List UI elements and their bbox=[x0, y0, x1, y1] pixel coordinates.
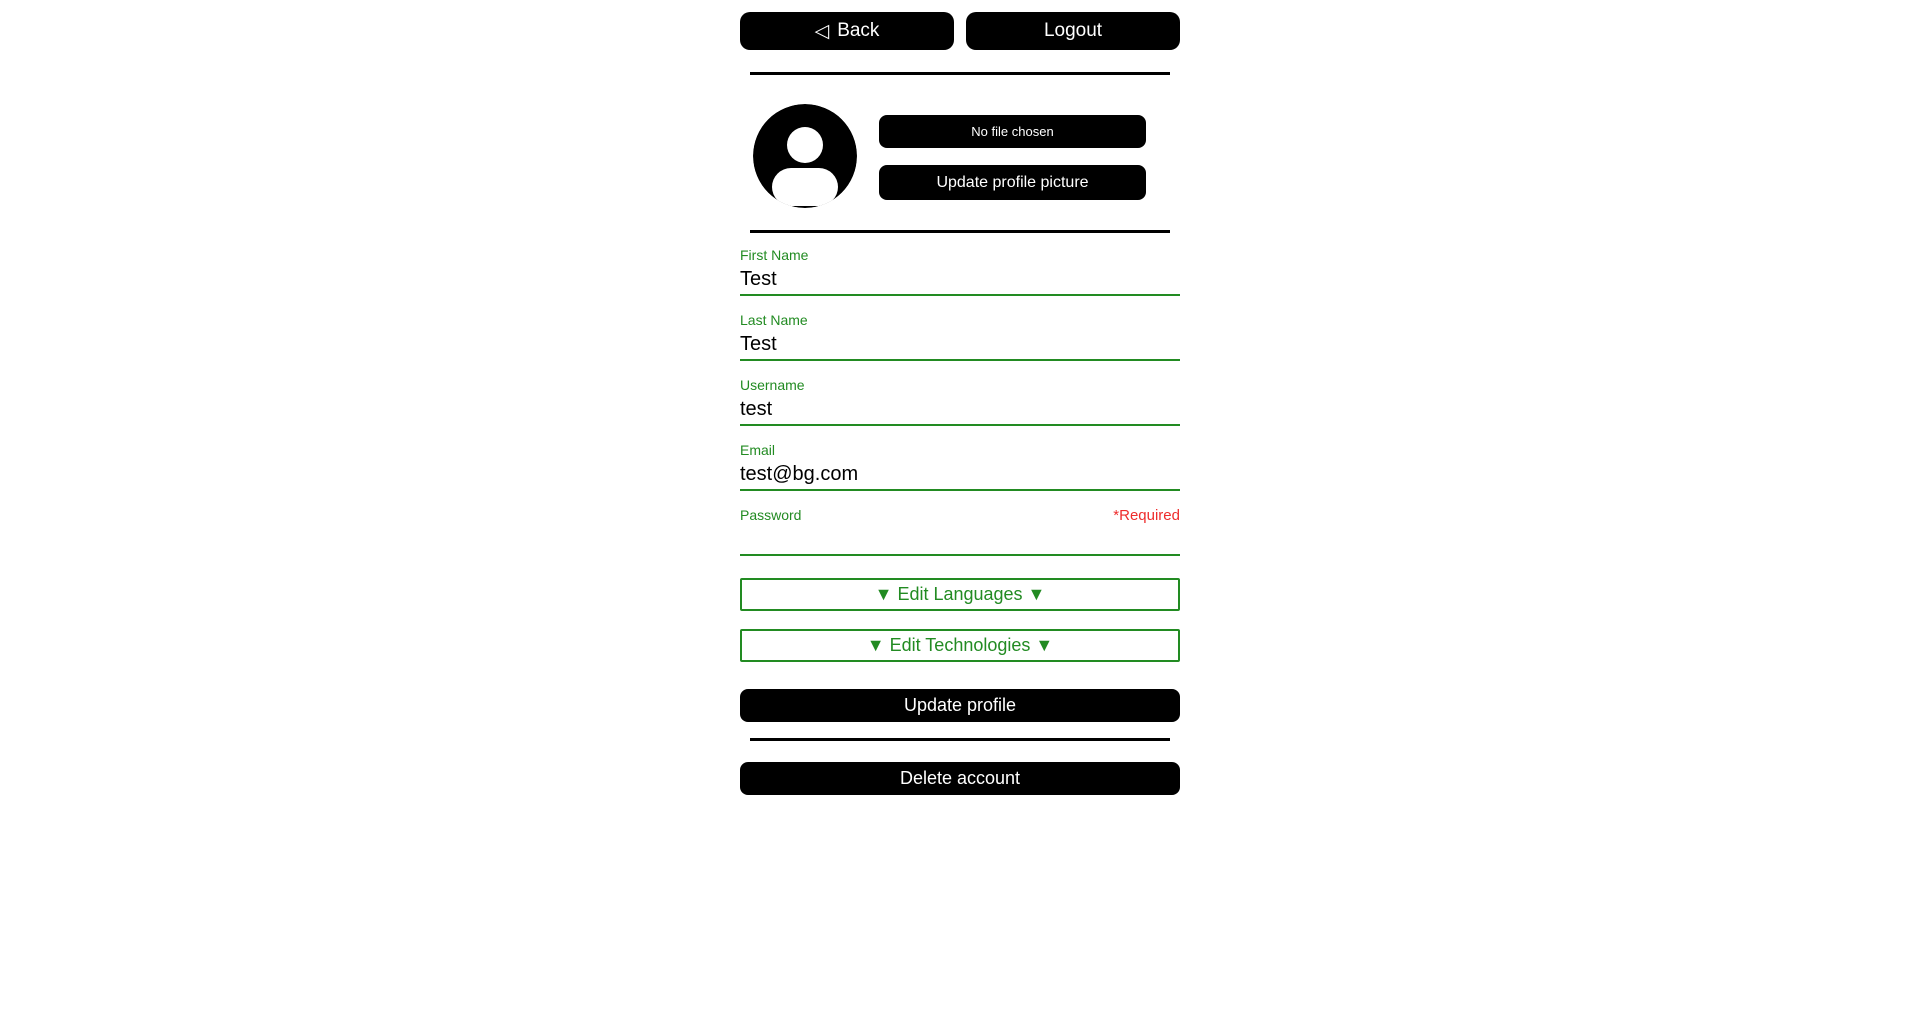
update-profile-button[interactable] bbox=[740, 689, 1180, 722]
email-field bbox=[740, 442, 1180, 491]
update-profile-picture-button[interactable] bbox=[879, 165, 1146, 200]
back-button[interactable] bbox=[740, 12, 954, 50]
username-input[interactable] bbox=[740, 394, 1180, 426]
logout-button[interactable] bbox=[966, 12, 1180, 50]
back-arrow-icon: ◁ bbox=[814, 20, 830, 42]
password-input[interactable] bbox=[740, 524, 1180, 556]
delete-account-label: Delete account bbox=[899, 768, 1021, 788]
file-input-status: No file chosen bbox=[971, 124, 1054, 139]
avatar-section bbox=[740, 104, 1180, 208]
divider-danger bbox=[750, 738, 1170, 741]
email-label: Email bbox=[740, 442, 776, 458]
file-input[interactable] bbox=[879, 115, 1146, 148]
profile-page bbox=[740, 0, 1180, 795]
username-label: Username bbox=[740, 377, 805, 393]
last-name-field bbox=[740, 312, 1180, 361]
logout-button-label: Logout bbox=[1043, 20, 1103, 41]
edit-technologies-toggle[interactable]: ▼ Edit Technologies ▼ bbox=[740, 629, 1180, 662]
last-name-label: Last Name bbox=[740, 312, 808, 328]
profile-form bbox=[740, 247, 1180, 795]
required-note: *Required bbox=[1113, 507, 1180, 524]
first-name-label: First Name bbox=[740, 247, 809, 263]
person-silhouette-icon bbox=[753, 104, 857, 208]
update-profile-label: Update profile bbox=[903, 695, 1017, 715]
email-input[interactable] bbox=[740, 459, 1180, 491]
top-button-row bbox=[740, 12, 1180, 50]
first-name-field bbox=[740, 247, 1180, 296]
edit-languages-toggle[interactable]: ▼ Edit Languages ▼ bbox=[740, 578, 1180, 611]
divider-top bbox=[750, 72, 1170, 75]
avatar-actions bbox=[879, 104, 1146, 200]
first-name-input[interactable] bbox=[740, 264, 1180, 296]
avatar bbox=[753, 104, 857, 208]
divider-avatar bbox=[750, 230, 1170, 233]
back-button-label: Back bbox=[837, 20, 880, 41]
password-field bbox=[740, 507, 1180, 556]
password-label: Password bbox=[740, 507, 802, 523]
delete-account-button[interactable] bbox=[740, 762, 1180, 795]
update-profile-picture-label: Update profile picture bbox=[936, 173, 1089, 191]
username-field bbox=[740, 377, 1180, 426]
last-name-input[interactable] bbox=[740, 329, 1180, 361]
